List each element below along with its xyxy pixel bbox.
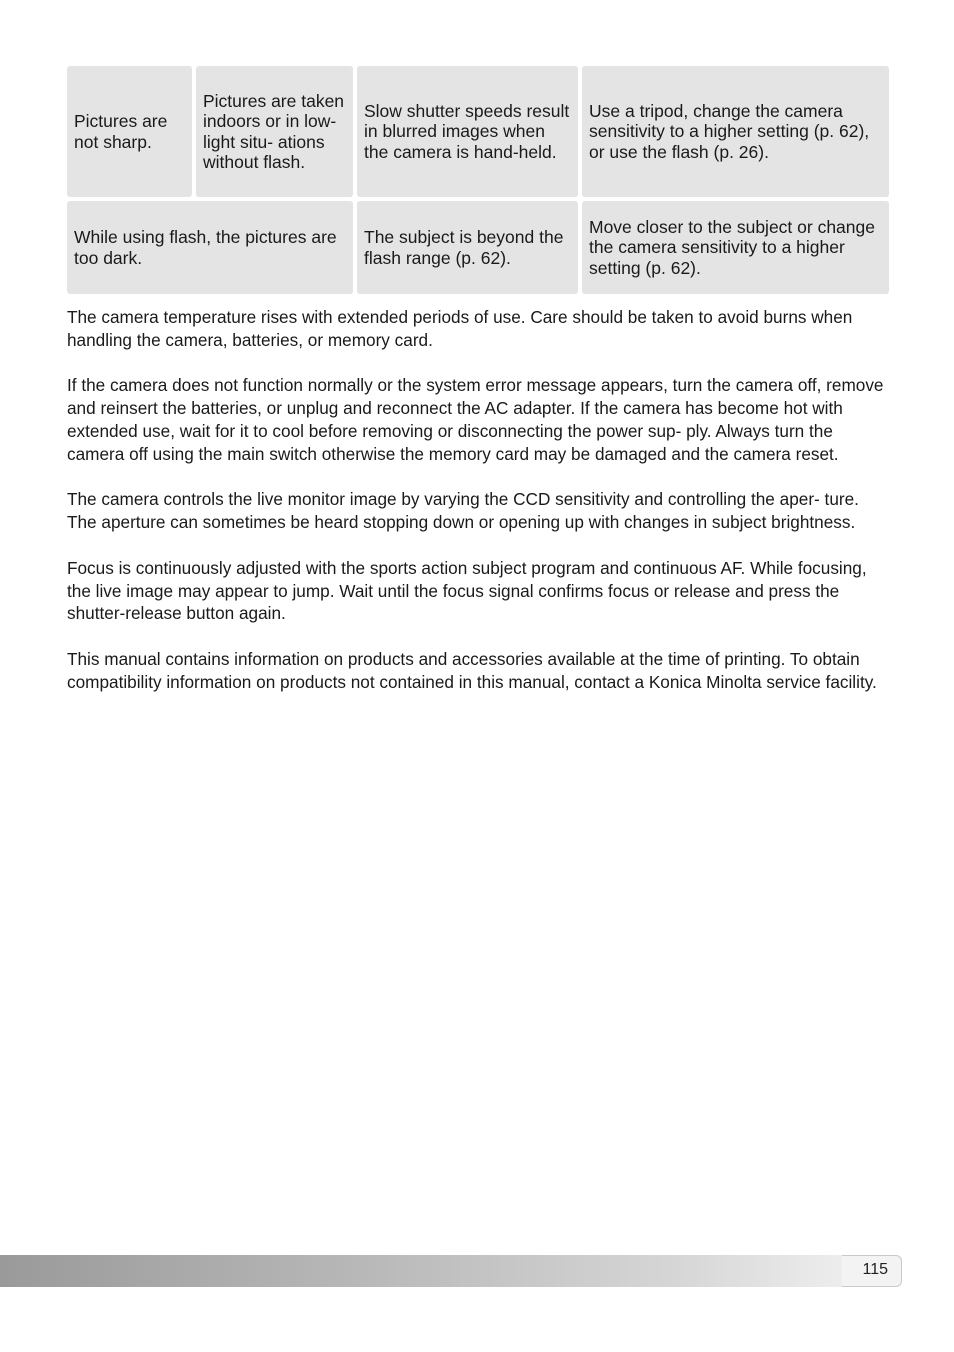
cell-text: Use a tripod, change the camera sensitivity to a higher setting (p. 62), or use the flash (p. 26).	[589, 100, 870, 162]
cell-text: Move closer to the subject or change the camera sensitivity to a higher setting (p. 62).	[589, 216, 875, 278]
paragraph-temperature: The camera temperature rises with extended periods of use. Care should be taken to avoid burns when handling the camera, batteries, or memory card.	[67, 307, 853, 350]
table-cell-symptom	[67, 66, 192, 197]
paragraph-focus: Focus is continuously adjusted with the sports action subject program and continuous AF. While focusing, the live image may appear to jump. Wait until the focus signal confirms focus or release and press the shutter-release button again.	[67, 557, 867, 624]
footer-bar	[0, 1255, 902, 1287]
cell-text: While using flash, the pictures are too dark.	[74, 227, 337, 268]
cell-text: Pictures are not sharp.	[74, 111, 168, 152]
page-number: 115	[862, 1261, 888, 1278]
table-cell-condition	[196, 66, 353, 197]
paragraph-compatibility: This manual contains information on products and accessories available at the time of printing. To obtain compatibility information on products not contained in this manual, contact a Konica Minolta service facility.	[67, 648, 877, 692]
table-cell-cause	[357, 201, 578, 294]
cell-text: Slow shutter speeds result in blurred images when the camera is hand-held.	[364, 100, 570, 162]
paragraph-monitor-aperture: The camera controls the live monitor image by varying the CCD sensitivity and controlling the aper- ture. The aperture can sometimes be heard stopping down or opening up with changes in subject brightness.	[67, 489, 859, 533]
table-cell-cause	[357, 66, 578, 197]
cell-text: Pictures are taken indoors or in low-light situ- ations without flash.	[203, 90, 345, 172]
table-cell-solution	[582, 201, 889, 294]
notes-section	[67, 306, 889, 716]
cell-text: The subject is beyond the flash range (p. 62).	[364, 227, 564, 268]
table-cell-symptom	[67, 201, 353, 294]
table-cell-solution	[582, 66, 889, 197]
paragraph-error-recovery: If the camera does not function normally or the system error message appears, turn the camera off, remove and reinsert the batteries, or unplug and reconnect the AC adapter. If the camera has become hot with extended use, wait for it to cool before removing or disconnecting the power sup- ply. Always turn the camera off using the main switch otherwise the memory card may be damaged and the camera reset.	[67, 375, 884, 464]
